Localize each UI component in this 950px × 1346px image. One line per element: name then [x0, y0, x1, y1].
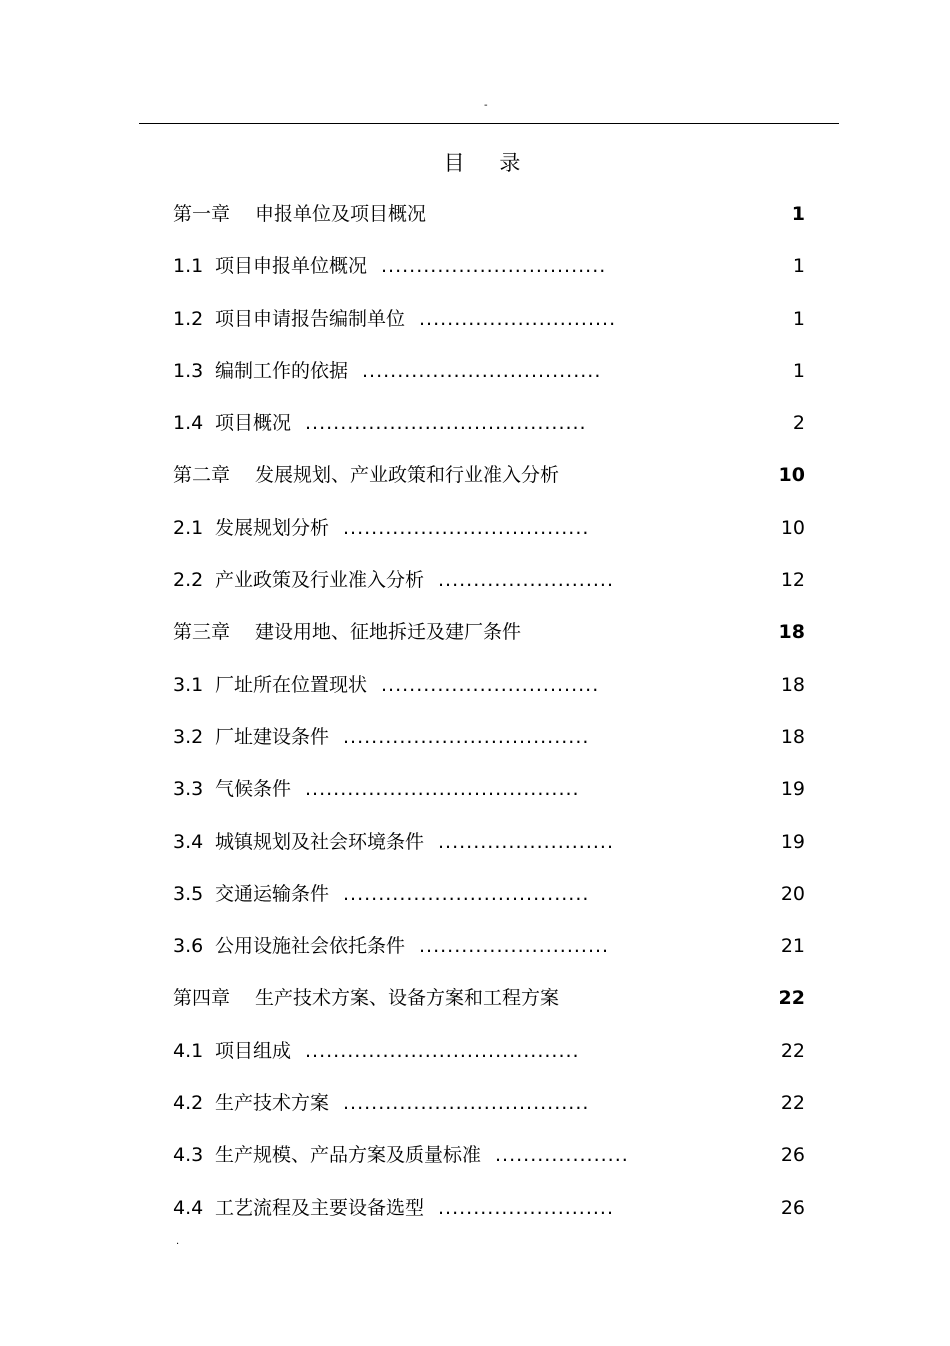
toc-entry-number: 3.5 [173, 882, 204, 905]
toc-entry-number: 4.3 [173, 1144, 204, 1167]
toc-entry-page-number: 20 [780, 882, 805, 905]
toc-entry-number: 4.4 [173, 1196, 204, 1219]
toc-section-entry[interactable] [173, 1129, 805, 1181]
toc-entry-page-number: 22 [778, 987, 805, 1010]
toc-entry-title: 项目概况 [215, 412, 292, 435]
toc-entry-page-number: 19 [780, 830, 805, 853]
toc-list [173, 188, 805, 1234]
toc-section-entry[interactable] [173, 397, 805, 449]
toc-entry-number: 4.2 [173, 1092, 204, 1115]
toc-entry-title: 气候条件 [215, 778, 292, 801]
toc-section-entry[interactable] [173, 1077, 805, 1129]
toc-entry-leader-dots: ......................... [438, 1196, 615, 1219]
toc-section-entry[interactable] [173, 711, 805, 763]
toc-chapter-entry[interactable] [173, 972, 805, 1024]
toc-section-entry[interactable] [173, 659, 805, 711]
toc-chapter-entry[interactable] [173, 449, 805, 501]
toc-section-entry[interactable] [173, 293, 805, 345]
toc-entry-number: 3.4 [173, 830, 204, 853]
toc-entry-number: 第三章 [173, 621, 231, 644]
toc-entry-number: 第二章 [173, 464, 231, 487]
toc-entry-page-number: 18 [780, 673, 805, 696]
toc-entry-page-number: 18 [780, 725, 805, 748]
toc-entry-number: 4.1 [173, 1039, 204, 1062]
footer-mark: . [176, 1236, 180, 1247]
toc-entry-leader-dots: ............................ [419, 307, 617, 330]
toc-section-entry[interactable] [173, 868, 805, 920]
toc-section-entry[interactable] [173, 1025, 805, 1077]
toc-entry-title: 项目申报单位概况 [215, 255, 368, 278]
toc-entry-number: 3.1 [173, 673, 204, 696]
toc-section-entry[interactable] [173, 763, 805, 815]
toc-section-entry[interactable] [173, 816, 805, 868]
toc-entry-title: 生产技术方案 [215, 1092, 330, 1115]
header-mark: - [484, 100, 488, 111]
toc-entry-page-number: 10 [780, 516, 805, 539]
toc-entry-leader-dots: ........................... [419, 935, 610, 958]
toc-entry-title: 公用设施社会依托条件 [215, 935, 406, 958]
toc-entry-title: 交通运输条件 [215, 882, 330, 905]
toc-entry-number: 1.4 [173, 412, 204, 435]
toc-entry-number: 2.1 [173, 516, 204, 539]
toc-section-entry[interactable] [173, 554, 805, 606]
toc-entry-title: 项目组成 [215, 1039, 292, 1062]
toc-entry-page-number: 1 [791, 203, 805, 225]
toc-entry-page-number: 1 [792, 307, 805, 330]
toc-entry-number: 第四章 [173, 987, 231, 1010]
toc-entry-number: 1.2 [173, 307, 204, 330]
toc-title: 目 录 [443, 151, 535, 175]
toc-chapter-entry[interactable] [173, 188, 805, 240]
toc-section-entry[interactable] [173, 502, 805, 554]
toc-entry-title: 建设用地、征地拆迁及建厂条件 [255, 621, 522, 644]
toc-entry-leader-dots: ....................................... [305, 778, 580, 801]
toc-entry-leader-dots: ................................ [381, 255, 607, 278]
toc-entry-number: 3.6 [173, 935, 204, 958]
toc-entry-leader-dots: ................... [495, 1144, 629, 1167]
toc-entry-title: 生产技术方案、设备方案和工程方案 [255, 987, 560, 1010]
toc-entry-leader-dots: ................................... [343, 725, 590, 748]
toc-entry-page-number: 18 [778, 621, 805, 644]
toc-entry-title: 发展规划分析 [215, 516, 330, 539]
toc-entry-number: 3.3 [173, 778, 204, 801]
toc-entry-page-number: 2 [792, 412, 805, 435]
toc-entry-title: 生产规模、产品方案及质量标准 [215, 1144, 482, 1167]
toc-entry-title: 产业政策及行业准入分析 [215, 569, 425, 592]
toc-section-entry[interactable] [173, 1182, 805, 1234]
toc-entry-page-number: 12 [780, 569, 805, 592]
toc-entry-leader-dots: .................................. [362, 359, 602, 382]
toc-entry-title: 申报单位及项目概况 [255, 203, 427, 225]
toc-section-entry[interactable] [173, 240, 805, 292]
toc-entry-number: 1.1 [173, 255, 204, 278]
toc-entry-page-number: 1 [792, 359, 805, 382]
toc-section-entry[interactable] [173, 345, 805, 397]
toc-entry-number: 1.3 [173, 359, 204, 382]
toc-section-entry[interactable] [173, 920, 805, 972]
toc-entry-leader-dots: ........................................ [305, 412, 587, 435]
toc-entry-page-number: 22 [780, 1039, 805, 1062]
toc-entry-leader-dots: ....................................... [305, 1039, 580, 1062]
toc-entry-leader-dots: ................................... [343, 516, 590, 539]
toc-entry-page-number: 26 [780, 1144, 805, 1167]
toc-entry-page-number: 1 [792, 255, 805, 278]
toc-entry-number: 第一章 [173, 203, 231, 225]
toc-entry-leader-dots: ......................... [438, 569, 615, 592]
toc-entry-title: 项目申请报告编制单位 [215, 307, 406, 330]
toc-entry-leader-dots: ............................... [381, 673, 600, 696]
toc-entry-number: 3.2 [173, 725, 204, 748]
toc-entry-title: 发展规划、产业政策和行业准入分析 [255, 464, 560, 487]
toc-entry-title: 厂址建设条件 [215, 725, 330, 748]
toc-entry-title: 厂址所在位置现状 [215, 673, 368, 696]
toc-entry-number: 2.2 [173, 569, 204, 592]
toc-entry-title: 工艺流程及主要设备选型 [215, 1196, 425, 1219]
header-rule [139, 123, 839, 124]
toc-entry-page-number: 10 [778, 464, 805, 487]
toc-entry-page-number: 21 [780, 935, 805, 958]
toc-entry-title: 编制工作的依据 [215, 359, 349, 382]
toc-entry-leader-dots: ................................... [343, 882, 590, 905]
toc-entry-page-number: 26 [780, 1196, 805, 1219]
toc-entry-title: 城镇规划及社会环境条件 [215, 830, 425, 853]
toc-entry-leader-dots: ......................... [438, 830, 615, 853]
toc-entry-leader-dots: ................................... [343, 1092, 590, 1115]
toc-entry-page-number: 22 [780, 1092, 805, 1115]
toc-entry-page-number: 19 [780, 778, 805, 801]
toc-chapter-entry[interactable] [173, 606, 805, 658]
